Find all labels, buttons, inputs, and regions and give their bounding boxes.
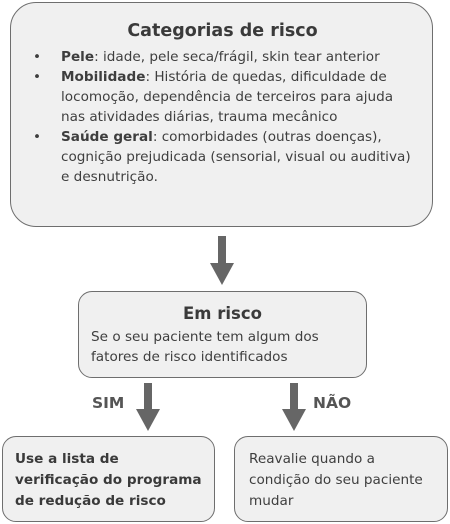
bullet-icon: •: [33, 69, 42, 85]
at-risk-description: Se o seu paciente tem algum dos fatores de risco identificados: [91, 329, 319, 365]
bullet-icon: •: [33, 129, 42, 145]
down-arrow-icon: [136, 383, 160, 431]
yes-outcome-text: Use a lista de verificação do programa de redução de risco: [15, 451, 202, 509]
no-outcome-box: [234, 436, 448, 522]
risk-category-label: Saúde geral: [61, 129, 153, 145]
risk-category-text: : idade, pele seca/frágil, skin tear anterior: [94, 49, 380, 65]
yes-outcome-box: [2, 436, 215, 522]
no-outcome-text: Reavalie quando a condição do seu paciente mudar: [249, 451, 423, 509]
risk-category-label: Mobilidade: [61, 69, 146, 85]
risk-categories-list: [27, 47, 418, 187]
risk-category-item-mobility: [27, 67, 418, 127]
down-arrow-icon: [210, 236, 234, 285]
risk-category-text: : História de quedas, dificuldade de locomoção, dependência de terceiros para ajuda nas atividades diárias, trauma mecânico: [61, 69, 394, 125]
risk-category-item-general-health: [27, 127, 418, 187]
no-branch-label: NÃO: [313, 394, 352, 412]
yes-branch-label: SIM: [92, 394, 125, 412]
risk-category-text: : comorbidades (outras doenças), cognição prejudicada (sensorial, visual ou auditiva) e desnutrição.: [61, 129, 411, 185]
risk-categories-title: Categorias de risco: [127, 21, 318, 41]
risk-categories-box: [10, 2, 433, 227]
bullet-icon: •: [33, 49, 42, 65]
risk-category-label: Pele: [61, 49, 95, 65]
at-risk-box: [78, 291, 367, 378]
down-arrow-icon: [282, 383, 306, 431]
at-risk-title: Em risco: [183, 304, 262, 323]
risk-category-item-skin: [27, 47, 418, 67]
